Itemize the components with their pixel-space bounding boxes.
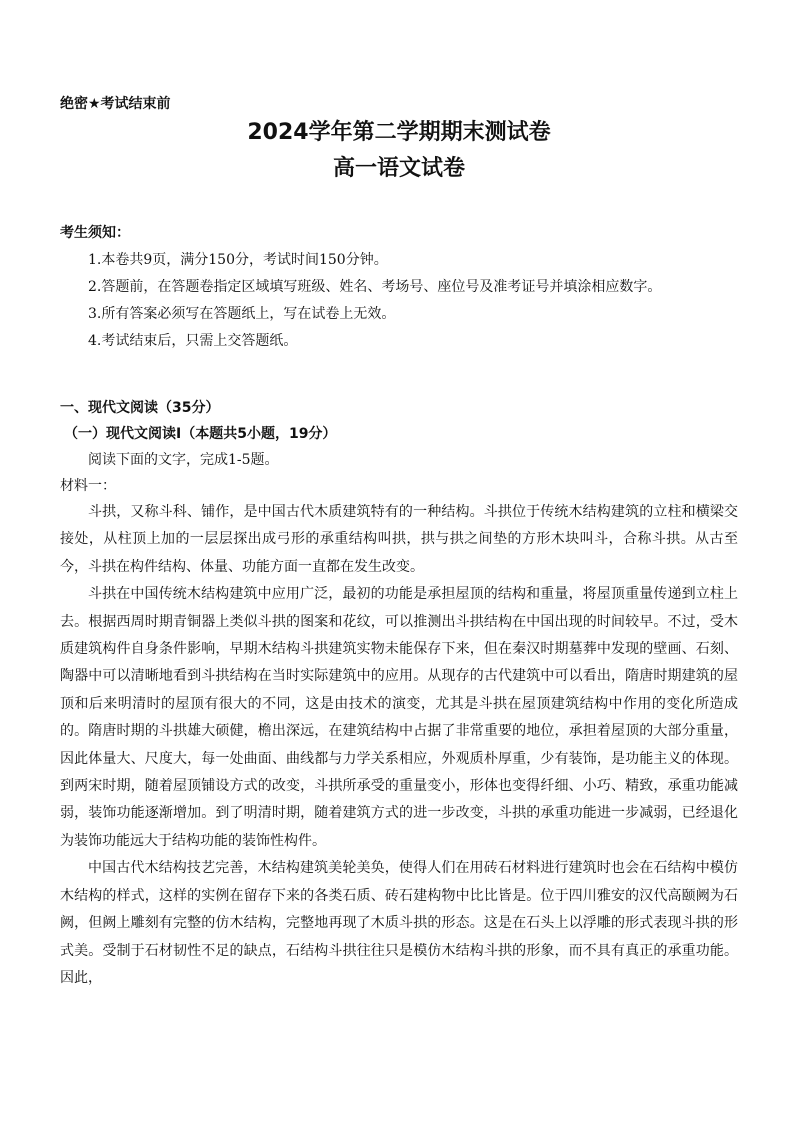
- reading-instruction: 阅读下面的文字，完成1-5题。: [88, 452, 279, 468]
- passage-paragraph: 斗拱，又称斗科、铺作，是中国古代木质建筑特有的一种结构。斗拱位于传统木结构建筑的立柱和横梁交接处，从柱顶上加的一层层探出成弓形的承重结构叫拱，拱与拱之间垫的方形木块叫斗，合称斗拱。从古至今，斗拱在构件结构、体量、功能方面一直都在发生改变。: [60, 504, 738, 575]
- exam-subtitle: 高一语文试卷: [332, 156, 465, 181]
- notice-list: [60, 247, 738, 355]
- exam-title: 2024学年第二学期期末测试卷: [247, 120, 551, 145]
- confidential-label: 绝密★考试结束前: [60, 96, 171, 112]
- notice-item: 2.答题前，在答题卷指定区域填写班级、姓名、考场号、座位号及准考证号并填涂相应数字。: [88, 279, 662, 295]
- material-label: 材料一：: [60, 478, 116, 494]
- notice-item: 4.考试结束后，只需上交答题纸。: [88, 333, 298, 349]
- section-heading: 一、现代文阅读（35分）: [60, 400, 220, 416]
- subsection-heading: （一）现代文阅读Ⅰ（本题共5小题，19分）: [64, 426, 337, 442]
- notice-item: 3.所有答案必须写在答题纸上，写在试卷上无效。: [88, 306, 396, 322]
- passage-paragraph: 斗拱在中国传统木结构建筑中应用广泛，最初的功能是承担屋顶的结构和重量，将屋顶重量传递到立柱上去。根据西周时期青铜器上类似斗拱的图案和花纹，可以推测出斗拱结构在中国出现的时间较早。不过，受木质建筑构件自身条件影响，早期木结构斗拱建筑实物未能保存下来，但在秦汉时期墓葬中发现的壁画、石刻、陶器中可以清晰地看到斗拱结构在当时实际建筑中的应用。从现存的古代建筑中可以看出，隋唐时期建筑的屋顶和后来明清时的屋顶有很大的不同，这是由技术的演变，尤其是斗拱在屋顶建筑结构中作用的变化所造成的。隋唐时期的斗拱雄大硕健，檐出深远，在建筑结构中占据了非常重要的地位，承担着屋顶的大部分重量，因此体量大、尺度大，每一处曲面、曲线都与力学关系相应，外观质朴厚重，少有装饰，是功能主义的体现。到两宋时期，随着屋顶铺设方式的改变，斗拱所承受的重量变小，形体也变得纤细、小巧、精致，承重功能减弱，装饰功能逐渐增加。到了明清时期，随着建筑方式的进一步改变，斗拱的承重功能进一步减弱，已经退化为装饰功能远大于结构功能的装饰性构件。: [60, 586, 738, 849]
- notice-heading: 考生须知：: [60, 225, 130, 241]
- notice-item: 1.本卷共9页，满分150分，考试时间150分钟。: [88, 252, 388, 268]
- passage-paragraph: 中国古代木结构技艺完善，木结构建筑美轮美奂，使得人们在用砖石材料进行建筑时也会在石结构中模仿木结构的样式，这样的实例在留存下来的各类石质、砖石建构物中比比皆是。位于四川雅安的汉代高颐阙为石阙，但阙上雕刻有完整的仿木结构，完整地再现了木质斗拱的形态。这是在石头上以浮雕的形式表现斗拱的形式美。受制于石材韧性不足的缺点，石结构斗拱往往只是模仿木结构斗拱的形象，而不具有真正的承重功能。因此，: [60, 860, 738, 986]
